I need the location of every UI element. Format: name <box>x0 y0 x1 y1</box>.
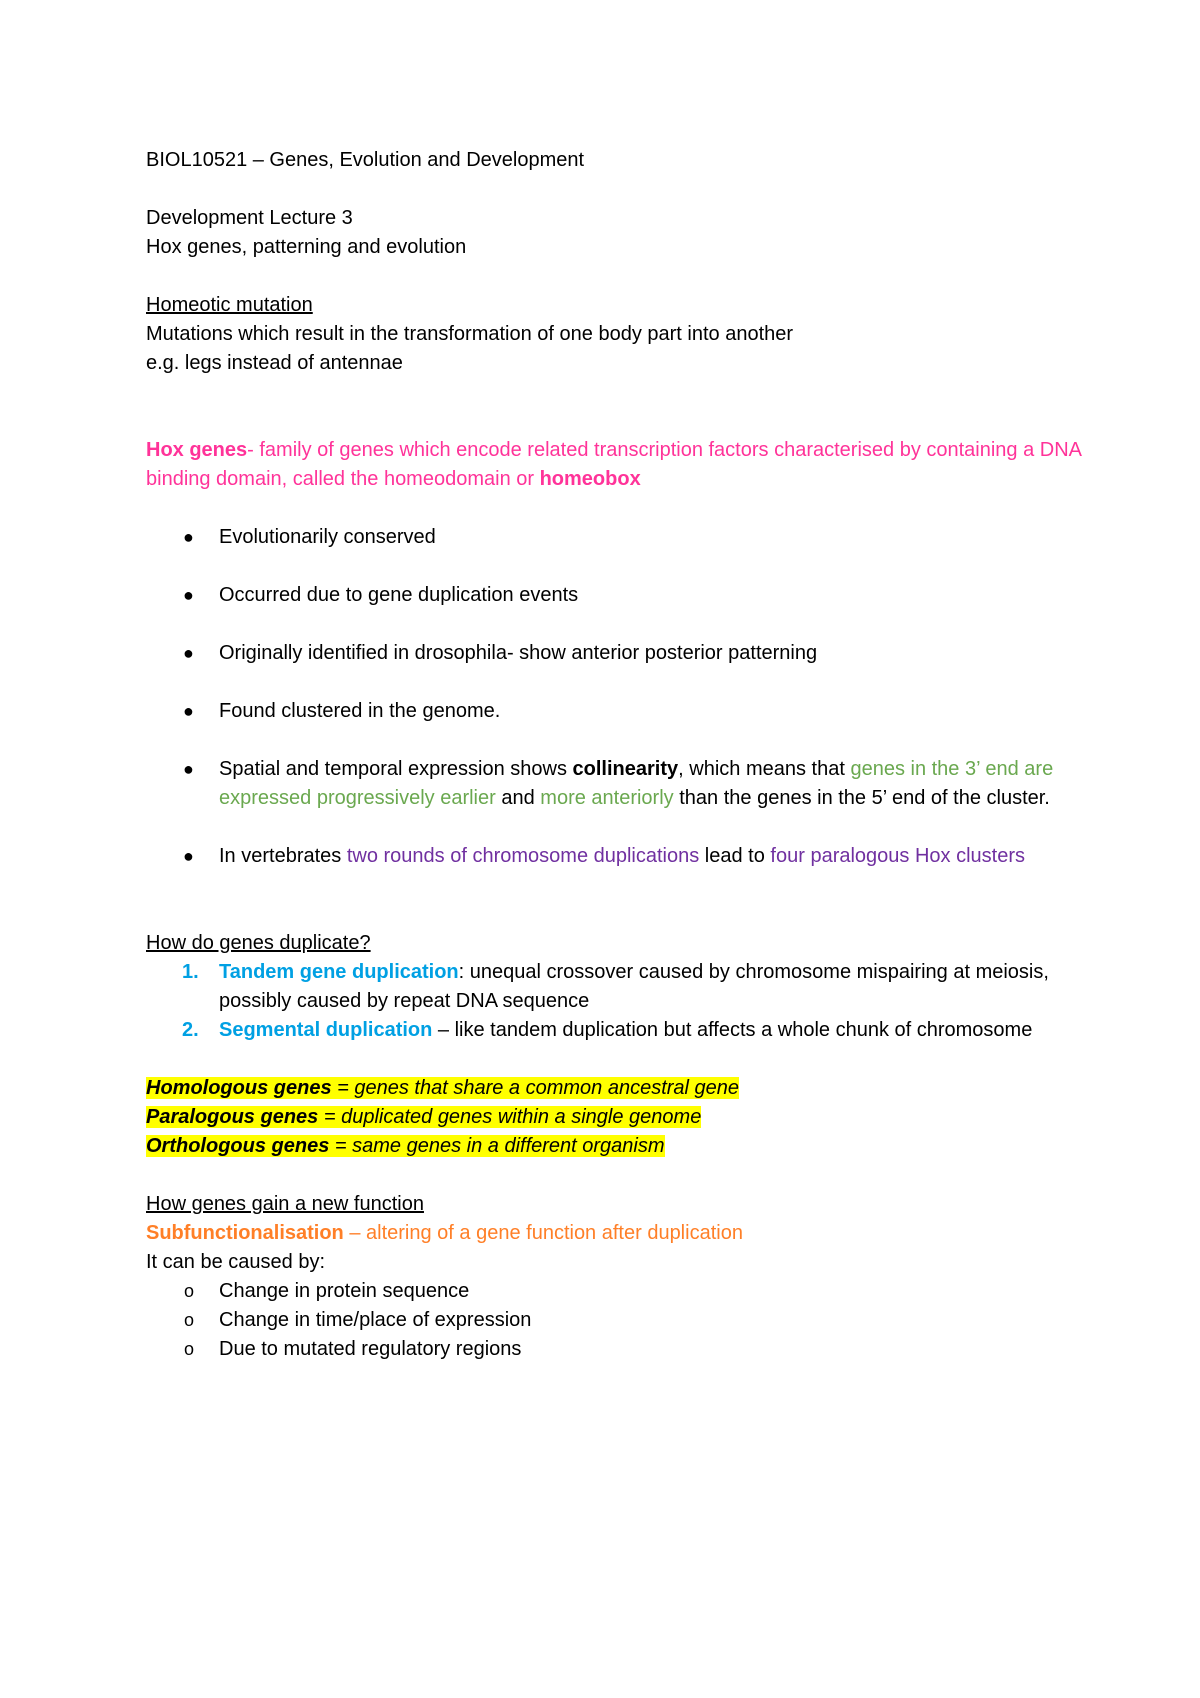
function-heading: How genes gain a new function <box>146 1193 424 1215</box>
duplication-list <box>146 958 1086 1045</box>
list-item: ● Evolutionarily conserved <box>146 523 1086 552</box>
list-item: ● Occurred due to gene duplication events <box>146 581 1086 610</box>
list-item-vertebrates: ● In vertebrates two rounds of chromosome duplications lead to four paralogous Hox clusters <box>146 842 1086 871</box>
list-item: o Change in protein sequence <box>146 1277 1086 1306</box>
subfunctionalisation-definition: Subfunctionalisation – altering of a gene function after duplication <box>146 1222 743 1244</box>
circle-bullet-icon: o <box>184 1310 195 1330</box>
bullet-icon: ● <box>183 846 194 866</box>
duplicate-heading: How do genes duplicate? <box>146 932 371 954</box>
list-item-collinearity: ● Spatial and temporal expression shows collinearity, which means that genes in the 3’ end are expressed progressively earlier and more anteriorly than the genes in the 5’ end of the cluster. <box>146 755 1086 813</box>
lecture-number: Development Lecture 3 <box>146 207 353 229</box>
hox-term: Hox genes <box>146 439 248 461</box>
causes-list <box>146 1277 1086 1364</box>
homeotic-example: e.g. legs instead of antennae <box>146 352 403 374</box>
hox-definition <box>146 436 1086 494</box>
list-item-tandem: 1. Tandem gene duplication: unequal crossover caused by chromosome mispairing at meiosis, possibly caused by repeat DNA sequence <box>182 961 1049 1012</box>
lecture-subtitle: Hox genes, patterning and evolution <box>146 236 467 258</box>
list-item: ● Found clustered in the genome. <box>146 697 1086 726</box>
list-item: o Change in time/place of expression <box>146 1306 1086 1335</box>
list-item: o Due to mutated regulatory regions <box>146 1335 1086 1364</box>
bullet-icon: ● <box>183 585 194 605</box>
homeotic-heading: Homeotic mutation <box>146 294 313 316</box>
list-item-segmental: 2. Segmental duplication – like tandem duplication but affects a whole chunk of chromosome <box>182 1019 1033 1041</box>
hox-homeobox: homeobox <box>539 468 641 490</box>
bullet-icon: ● <box>183 643 194 663</box>
hox-bullet-list <box>146 523 1086 871</box>
hox-def-text: - family of genes which encode related transcription factors characterised by containing a DNA binding domain, called the homeodomain or <box>146 439 1081 490</box>
bullet-icon: ● <box>183 527 194 547</box>
definition-orthologous: Orthologous genes = same genes in a different organism <box>146 1135 665 1157</box>
course-title: BIOL10521 – Genes, Evolution and Development <box>146 149 585 171</box>
caused-by-label: It can be caused by: <box>146 1251 326 1273</box>
definition-homologous: Homologous genes = genes that share a common ancestral gene <box>146 1077 740 1099</box>
bullet-icon: ● <box>183 759 194 779</box>
document-page <box>146 146 1086 1364</box>
circle-bullet-icon: o <box>184 1281 195 1301</box>
circle-bullet-icon: o <box>184 1339 195 1359</box>
list-item: ● Originally identified in drosophila- show anterior posterior patterning <box>146 639 1086 668</box>
bullet-icon: ● <box>183 701 194 721</box>
definition-paralogous: Paralogous genes = duplicated genes within a single genome <box>146 1106 702 1128</box>
homeotic-definition: Mutations which result in the transformation of one body part into another <box>146 323 794 345</box>
